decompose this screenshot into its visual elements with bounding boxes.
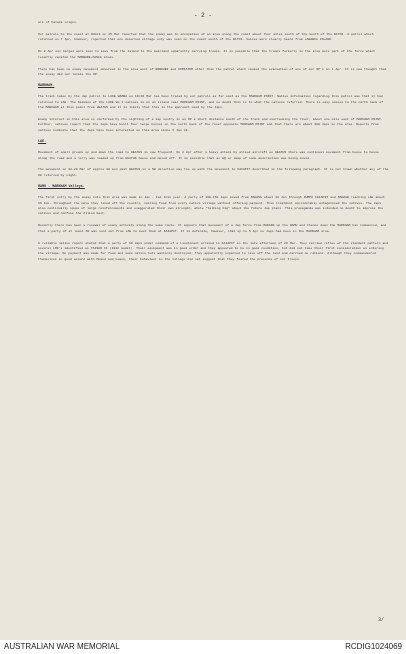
paragraph: The track taken by the Jap patrol to LAKE WAMBA on 19/20 Mar has been traced by our patrols as far east as the MARKHAM POINT. Native information regarding this patrol was that it had returned to LAE. The Sidemen of the LAKE We 1 natives is on an island near MARKHAM POINT, and no doubt this is to what the natives referred. There is easy access to the north bank of the MARKHAM at this point from HEATHS and it is likely that this is the approach used by the Japs. xyxy=(38,94,384,110)
continuation-mark: 3/ xyxy=(377,617,384,623)
section-heading-markham: MARKHAM. xyxy=(38,83,55,88)
footer-record-id: RCDIG1024069 xyxy=(345,642,402,651)
page-number: - 2 - xyxy=(193,12,212,19)
paragraph: The movement on 22-23 Mar of approx 90 men past HEATHS in a NW direction may tie up with the movement to KAIAPIT described in the following paragraph. It is not known whether any of the 90 returned by night. xyxy=(38,167,389,177)
paragraph: Recently there has been a renewal of enemy activity along the same route. It appears that movement of a Jap force from MADANG up the RAMU and thence down the MARKHAM has commenced, and that a party of at least 60 was sent out from LAE to meet them at KAIAPIT. It is definite, however, that up to 5 Apr no Japs had been in the MARKHAM area. xyxy=(38,223,387,233)
paragraph: A reliable native report stated that a party of 60 Japs under command of a Lieutenant arrived in KAIAPIT in the late afternoon of 26 Mar. They carried rifles of the standard pattern and several LMG's identified as TAISHO II (1922 model). Their equipment was in good order and they appeared to be in good condition, but did not take their first consideration on entering the village. No payment was made for food and some native huts wantonly destroyed. They apparently expected to live off the land and carried no rations. Although they commandeered themselves in good accord with Mumed and Lowen, their behaviour in the village did not suggest that they feared the presence of our troops. xyxy=(38,240,389,261)
paragraph: There has been no enemy movement observed in the area west of BOBDUBI and KOMIATUM other than the patrol which caused the evacuation of one of our OP's on 1 Apr. It is now thought that the enemy did not locate the OP. xyxy=(38,66,387,76)
paragraph: Enemy interest in this area is confirmed by the sighting of a Jap sentry in an OP a short distance south of the track and overlooking the river, about one mile east of MARKHAM POINT. Further, natives report that the Japs have built four large houses on the north bank of the river opposite MARKHAM POINT and that there are about 300 Japs in the area. Reports from natives indicate that the Japs have been interested in this area since 6 Jan 43. xyxy=(38,116,383,132)
paragraph: are of Kanaka origin. xyxy=(38,20,78,24)
paragraph: On 2 Apr six barges were seen to move from the island to the mainland apparently carrying troops. It is possible that the troops formerly in the area were part of the force which recently vacated the MAMBARE-KANIA areas. xyxy=(38,49,376,59)
document-body xyxy=(38,12,390,269)
section-heading-ramu-markham: RAMU - MARKHAM Valleys. xyxy=(38,184,85,189)
paragraph: Our patrols to the coast at DUALI on 25 Mar reported that the enemy was in occupation of an area along the coast about four miles south of the mouth of the BITOI. A patrol which returned on 7 Apr, however, reported that one deserted village only was seen on the coast south of the BITOI. Voices were clearly heard from LABABIA ISLAND. xyxy=(38,31,374,42)
paragraph: The first entry by the enemy into this area was made in Jan - Feb this year. A party of 100-150 Japs moved from MADANG about 19 Jan through DUMPU KAIAPIT and MADZAB reaching LAE about 16 Feb. Throughout the move they lived off the country, seizing food from every native village without offering payment. This treatment considerably antagonised the natives. The Japs also continually spoke of large reinforcements and exaggerated their own strength, while "talking big" about the future Jap plans. This propaganda was intended no doubt to impress the natives and confuse the Allied Govt. xyxy=(38,195,385,216)
paragraph: Movement of small groups up and down the road to HEATHS is now frequent. On 2 Apr after a heavy attack by allied aircraft on HEATHS there was continual movement from house to house along the road and a lorry was loaded up from HEATHS house and moved off. It is possible that an HQ or dump of some description was being moved. xyxy=(38,150,379,160)
section-heading-lae: LAE. xyxy=(38,139,47,144)
footer-source-label: AUSTRALIAN WAR MEMORIAL xyxy=(4,642,120,651)
footer-bar xyxy=(0,640,406,654)
